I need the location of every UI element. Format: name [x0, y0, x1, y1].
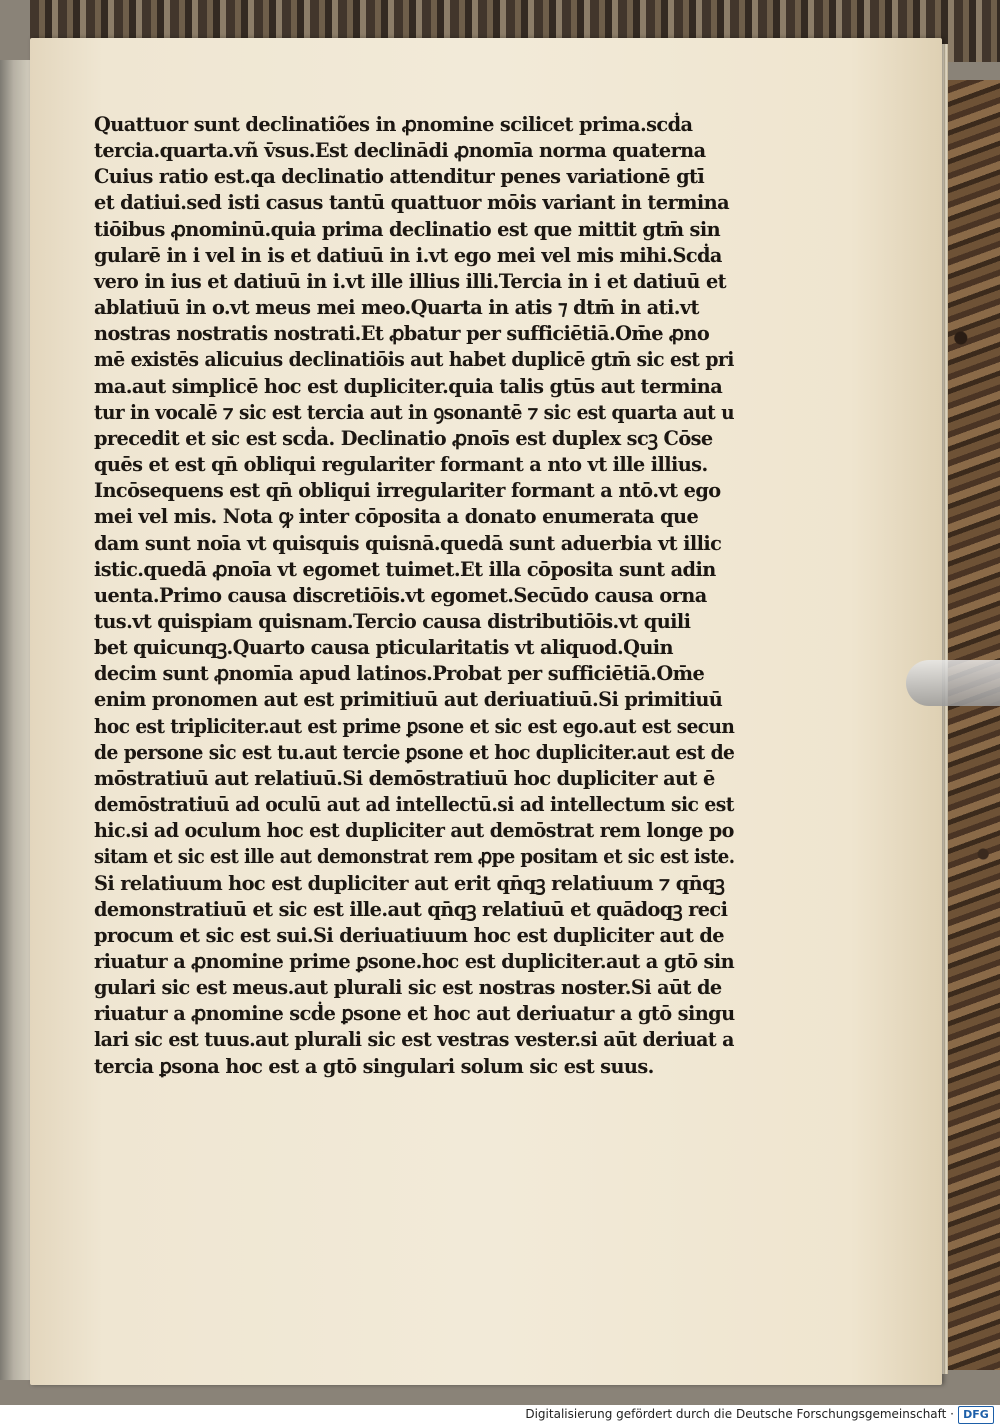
text-line: Quattuor sunt declinatiões in ꝓnomine scilicet prima.scḋa — [94, 113, 693, 136]
marbled-cover — [944, 80, 1000, 1370]
text-line: dam sunt noīa vt quisquis quisnā.quedā sunt aduerbia vt illic — [94, 531, 722, 555]
text-line: tur in vocalē ⁊ sic est tercia aut in ꝯsonantē ⁊ sic est quarta aut u — [94, 400, 734, 424]
text-line: tus.vt quispiam quisnam.Tercio causa distributiōis.vt quili — [94, 609, 691, 633]
text-line: Cuius ratio est.qa declinatio attenditur penes variationē gtī — [94, 165, 705, 189]
text-line: demonstratiuū et sic est ille.aut qn̄qꝫ relatiuū et quādoqꝫ reci — [94, 897, 728, 921]
text-line: demōstratiuū ad oculū aut ad intellectū.si ad intellectum sic est — [94, 793, 734, 817]
text-line: tiōibus ꝓnominū.quia prima declinatio est que mittit gtm̄ sin — [94, 217, 721, 241]
text-block — [94, 112, 740, 1078]
facing-page-edge — [0, 60, 34, 1380]
text-line: precedit et sic est scḋa. Declinatio ꝓnoīs est duplex scꝫ Cōse — [94, 426, 713, 450]
text-line: hoc est tripliciter.aut est prime ꝑsone et sic est ego.aut est secun — [94, 714, 735, 738]
text-line: uenta.Primo causa discretiōis.vt egomet.Secūdo causa orna — [94, 583, 707, 607]
text-line: tercia ꝑsona hoc est a gtō singulari solum sic est suus. — [94, 1054, 654, 1078]
text-line: tercia.quarta.vñ v̄sus.Est declinādi ꝓnomīa norma quaterna — [94, 139, 706, 163]
text-line: de persone sic est tu.aut tercie ꝑsone et hoc dupliciter.aut est de — [94, 740, 735, 764]
text-line: et datiui.sed isti casus tantū quattuor mōis variant in termina — [94, 191, 730, 215]
text-line: Incōsequens est qn̄ obliqui irregulariter formant a ntō.vt ego — [94, 479, 721, 503]
text-line: quēs et est qn̄ obliqui regulariter formant a nto vt ille illius. — [94, 453, 708, 477]
text-line: sitam et sic est ille aut demonstrat rem ꝓpe positam et sic est iste. — [94, 845, 735, 869]
text-line: decim sunt ꝓnomīa apud latinos.Probat per sufficiētiā.Om̄e — [94, 662, 705, 686]
text-line: procum et sic est sui.Si deriuatiuum hoc est dupliciter aut de — [94, 923, 724, 947]
text-line: ablatiuū in o.vt meus mei meo.Quarta in atis ⁊ dtm̄ in ati.vt — [94, 296, 699, 320]
text-line: mōstratiuū aut relatiuū.Si demōstratiuū hoc dupliciter aut ē — [94, 766, 715, 790]
text-line: hic.si ad oculum hoc est dupliciter aut demōstrat rem longe po — [94, 819, 734, 843]
text-line: mē existēs alicuius declinatiōis aut habet duplicē gtm̄ sic est pri — [94, 348, 734, 372]
text-line: riuatur a ꝓnomine scḋe ꝑsone et hoc aut deriuatur a gtō singu — [94, 1002, 735, 1026]
digitization-credit: Digitalisierung gefördert durch die Deutsche Forschungsgemeinschaft · — [525, 1407, 954, 1421]
text-line: vero in ius et datiuū in i.vt ille illius illi.Tercia in i et datiuū et — [94, 269, 727, 293]
text-line: riuatur a ꝓnomine prime ꝑsone.hoc est dupliciter.aut a gtō sin — [94, 950, 735, 973]
page-clip — [906, 660, 1000, 706]
text-line: enim pronomen aut est primitiuū aut deriuatiuū.Si primitiuū — [94, 688, 723, 712]
text-line: lari sic est tuus.aut plurali sic est vestras vester.si aūt deriuat a — [94, 1028, 734, 1052]
text-line: bet quicunqꝫ.Quarto causa pticularitatis vt aliquod.Quin — [94, 636, 674, 660]
dfg-logo: DFG — [958, 1406, 994, 1424]
text-line: nostras nostratis nostrati.Et ꝓbatur per sufficiētiā.Om̄e ꝓno — [94, 322, 710, 346]
text-line: Si relatiuum hoc est dupliciter aut erit qn̄qꝫ relatiuum ⁊ qn̄qꝫ — [94, 871, 725, 895]
text-line: ma.aut simplicē hoc est dupliciter.quia talis gtūs aut termina — [94, 374, 723, 398]
text-line: gulari sic est meus.aut plurali sic est nostras noster.Si aūt de — [94, 976, 722, 1000]
text-line: istic.quedā ꝓnoīa vt egomet tuimet.Et illa cōposita sunt adin — [94, 557, 716, 581]
text-line: gularē in i vel in is et datiuū in i.vt ego mei vel mis mihi.Scḋa — [94, 243, 722, 267]
text-line: mei vel mis. Nota ꝙ inter cōposita a donato enumerata que — [94, 505, 699, 529]
